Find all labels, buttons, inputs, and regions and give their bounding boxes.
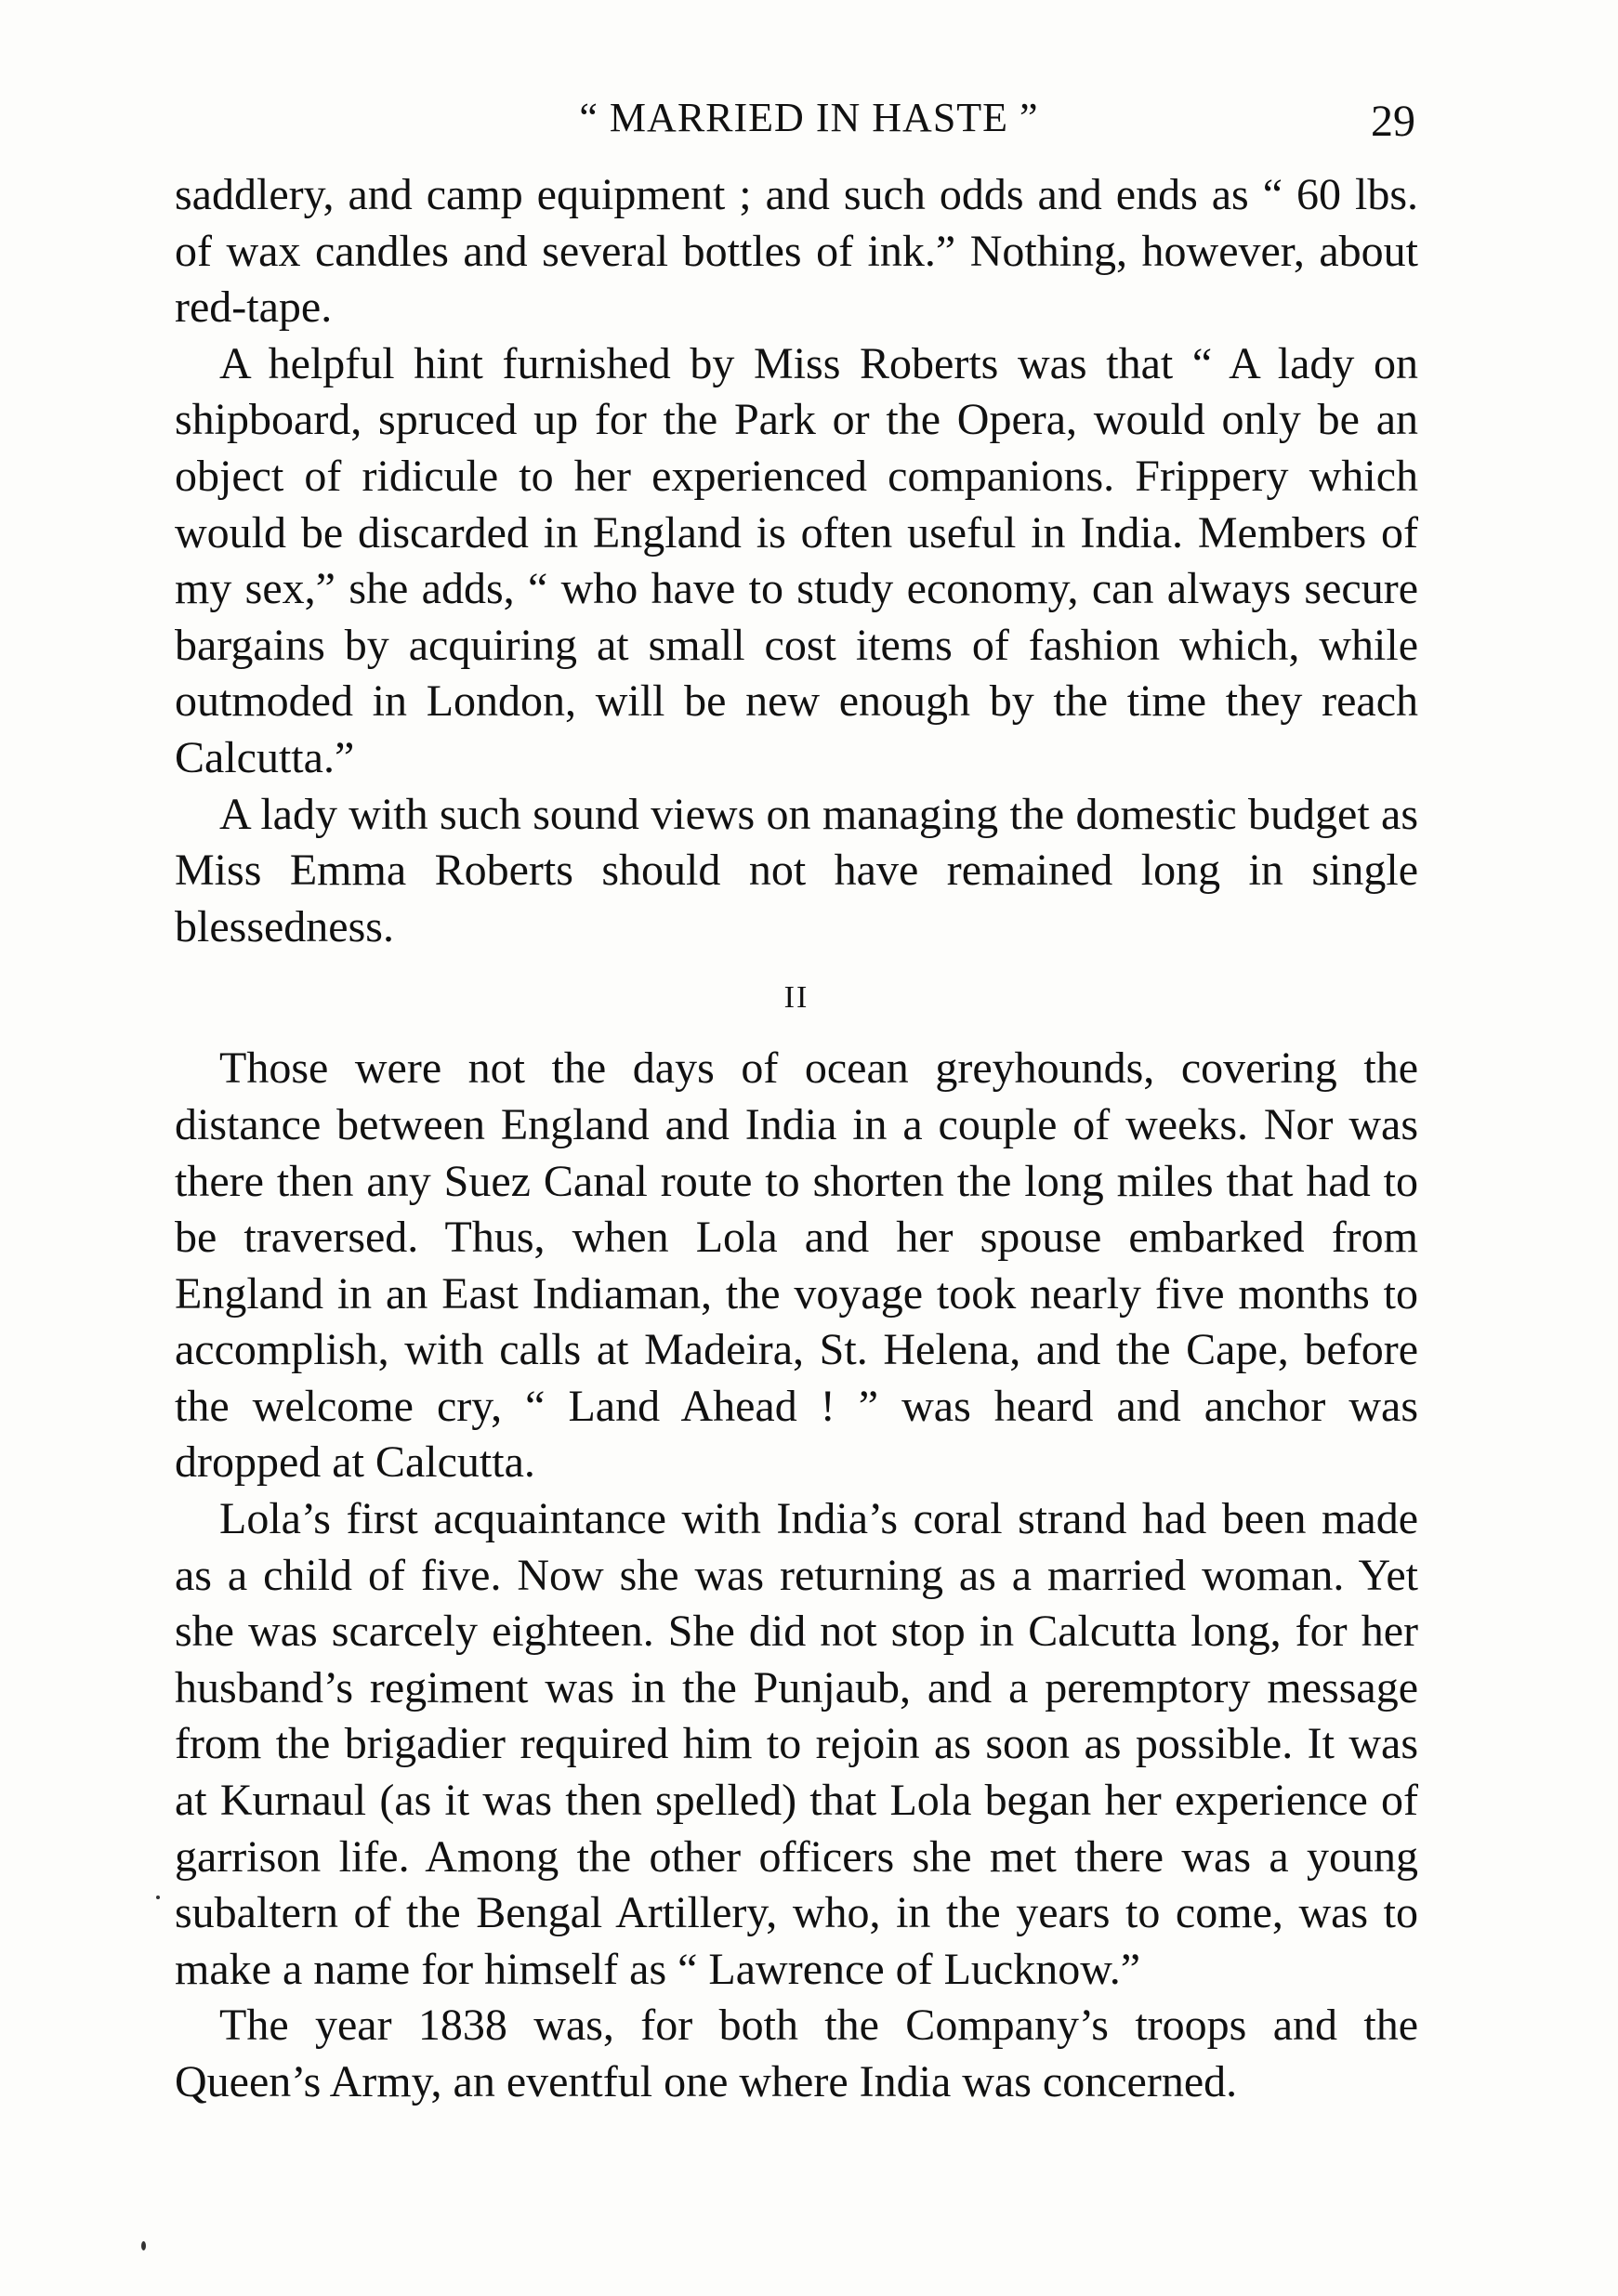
scan-speck — [156, 1896, 160, 1899]
running-head — [0, 85, 1618, 151]
scan-speck — [141, 2241, 146, 2250]
running-title: “ MARRIED IN HASTE ” — [579, 95, 1039, 140]
paragraph-1: saddlery, and camp equipment ; and such odds and ends as “ 60 lbs. of wax candles and several bottles of ink.” Nothing, however, about red-tape. — [175, 170, 1418, 333]
section-number: II — [783, 980, 809, 1016]
paragraph-5: Lola’s first acquaintance with India’s coral strand had been made as a child of five. Now she was returning as a married woman. Yet she was scarcely eighteen. She did not stop in Calcutta long, for her husband’s regiment was in the Punjaub, and a peremptory message from the brigadier required him to rejoin as soon as possible. It was at Kurnaul (as it was then spelled) that Lola began her experience of garrison life. Among the other officers she met there was a young subaltern of the Bengal Artillery, who, in the years to come, was to make a name for himself as “ Lawrence of Lucknow.” — [175, 1494, 1418, 1994]
paragraph-4: Those were not the days of ocean greyhounds, covering the distance between England and India in a couple of weeks. Nor was there then any Suez Canal route to shorten the long miles that had to be traversed. Thus, when Lola and her spouse embarked from England in an East Indiaman, the voyage took nearly five months to accomplish, with calls at Madeira, St. Helena, and the Cape, before the welcome cry, “ Land Ahead ! ” was heard and anchor was dropped at Calcutta. — [175, 1043, 1418, 1488]
paragraph-3: A lady with such sound views on managing the domestic budget as Miss Emma Roberts should not have remained long in single blessedness. — [175, 789, 1418, 951]
body-text — [175, 167, 1418, 2111]
paragraph-2: A helpful hint furnished by Miss Roberts was that “ A lady on shipboard, spruced up for the Park or the Opera, would only be an object of ridicule to her experienced companions. Frippery which would be discarded in England is often useful in India. Members of my sex,” she adds, “ who have to study economy, can always secure bargains by acquiring at small cost items of fashion which, while outmoded in London, will be new enough by the time they reach Calcutta.” — [175, 338, 1418, 782]
paragraph-6: The year 1838 was, for both the Company’s troops and the Queen’s Army, an eventful one where India was concerned. — [175, 2001, 1418, 2106]
page-number: 29 — [1371, 97, 1415, 146]
